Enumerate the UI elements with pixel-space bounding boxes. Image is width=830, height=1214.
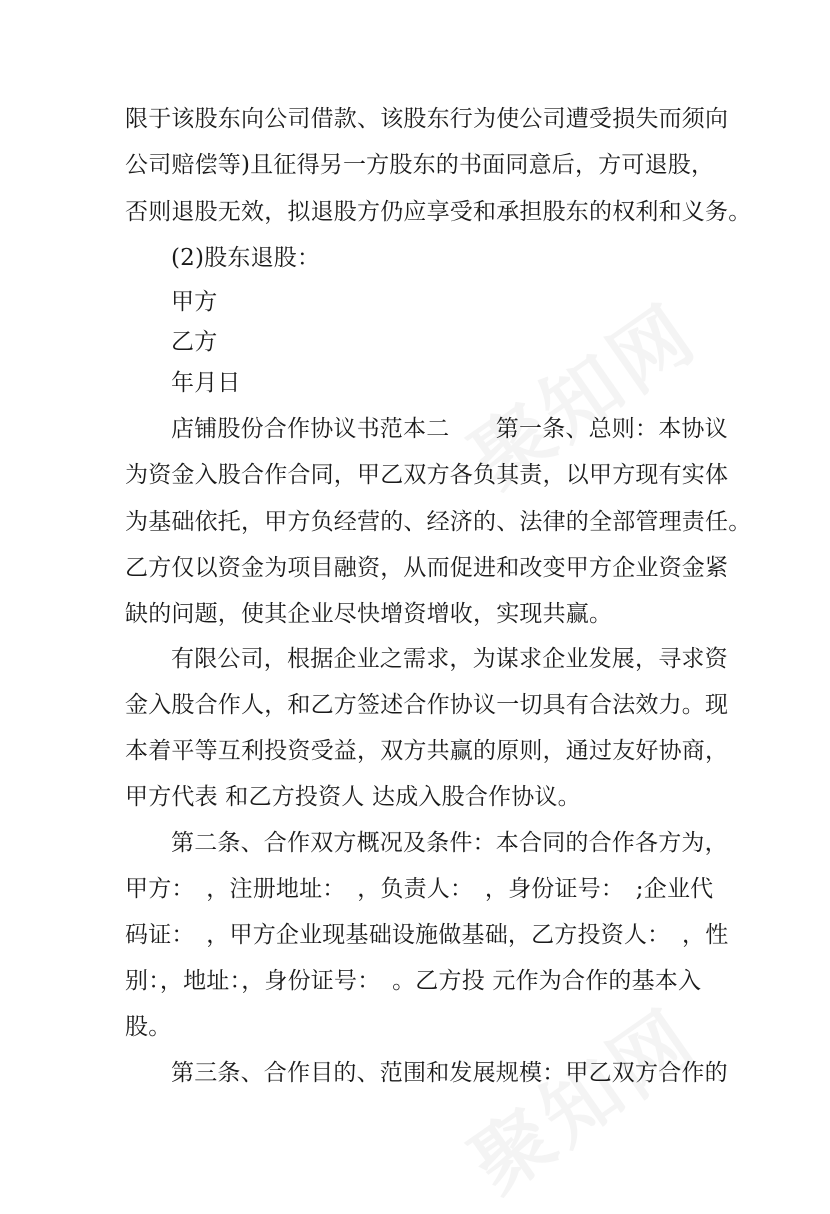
text-line: 为资金入股合作合同，甲乙双方各负其责，以甲方现有实体 [125,462,729,488]
text-line: 年月日 [171,370,241,396]
text-line: 甲方代表 和乙方投资人 达成入股合作协议。 [125,784,581,810]
text-line: 别：，地址：，身份证号： 。乙方投 元作为合作的基本入 [125,968,702,994]
text-line: 码证： ，甲方企业现基础设施做基础，乙方投资人： ，性 [125,922,729,948]
text-line: 为基础依托，甲方负经营的、经济的、法律的全部管理责任。 [125,509,752,535]
text-line: 公司赔偿等)且征得另一方股东的书面同意后，方可退股， [125,152,715,178]
text-line: 甲方 [171,289,218,315]
text-line: 缺的问题，使其企业尽快增资增收，实现共赢。 [125,601,613,627]
text-line: 金入股合作人，和乙方签述合作协议一切具有合法效力。现 [125,692,729,718]
text-line: 甲方： ，注册地址： ，负责人： ，身份证号： ;企业代 [125,876,714,902]
text-line: 乙方仅以资金为项目融资，从而促进和改变甲方企业资金紧 [125,555,729,581]
text-line: 第二条、合作双方概况及条件：本合同的合作各方为， [171,830,728,856]
text-line: 第三条、合作目的、范围和发展规模：甲乙双方合作的 [171,1060,728,1086]
text-line: 限于该股东向公司借款、该股东行为使公司遭受损失而须向 [125,106,729,132]
text-line: 本着平等互利投资受益，双方共赢的原则，通过友好协商， [125,738,729,764]
text-line: 有限公司，根据企业之需求，为谋求企业发展，寻求资 [171,646,728,672]
watermark [446,978,717,1214]
text-line: (2)股东退股： [171,245,321,271]
text-line: 股。 [125,1014,172,1040]
text-line: 乙方 [171,329,218,355]
text-line: 否则退股无效，拟退股方仍应享受和承担股东的权利和义务。 [125,199,752,225]
text-line: 店铺股份合作协议书范本二 第一条、总则：本协议 [171,416,728,442]
